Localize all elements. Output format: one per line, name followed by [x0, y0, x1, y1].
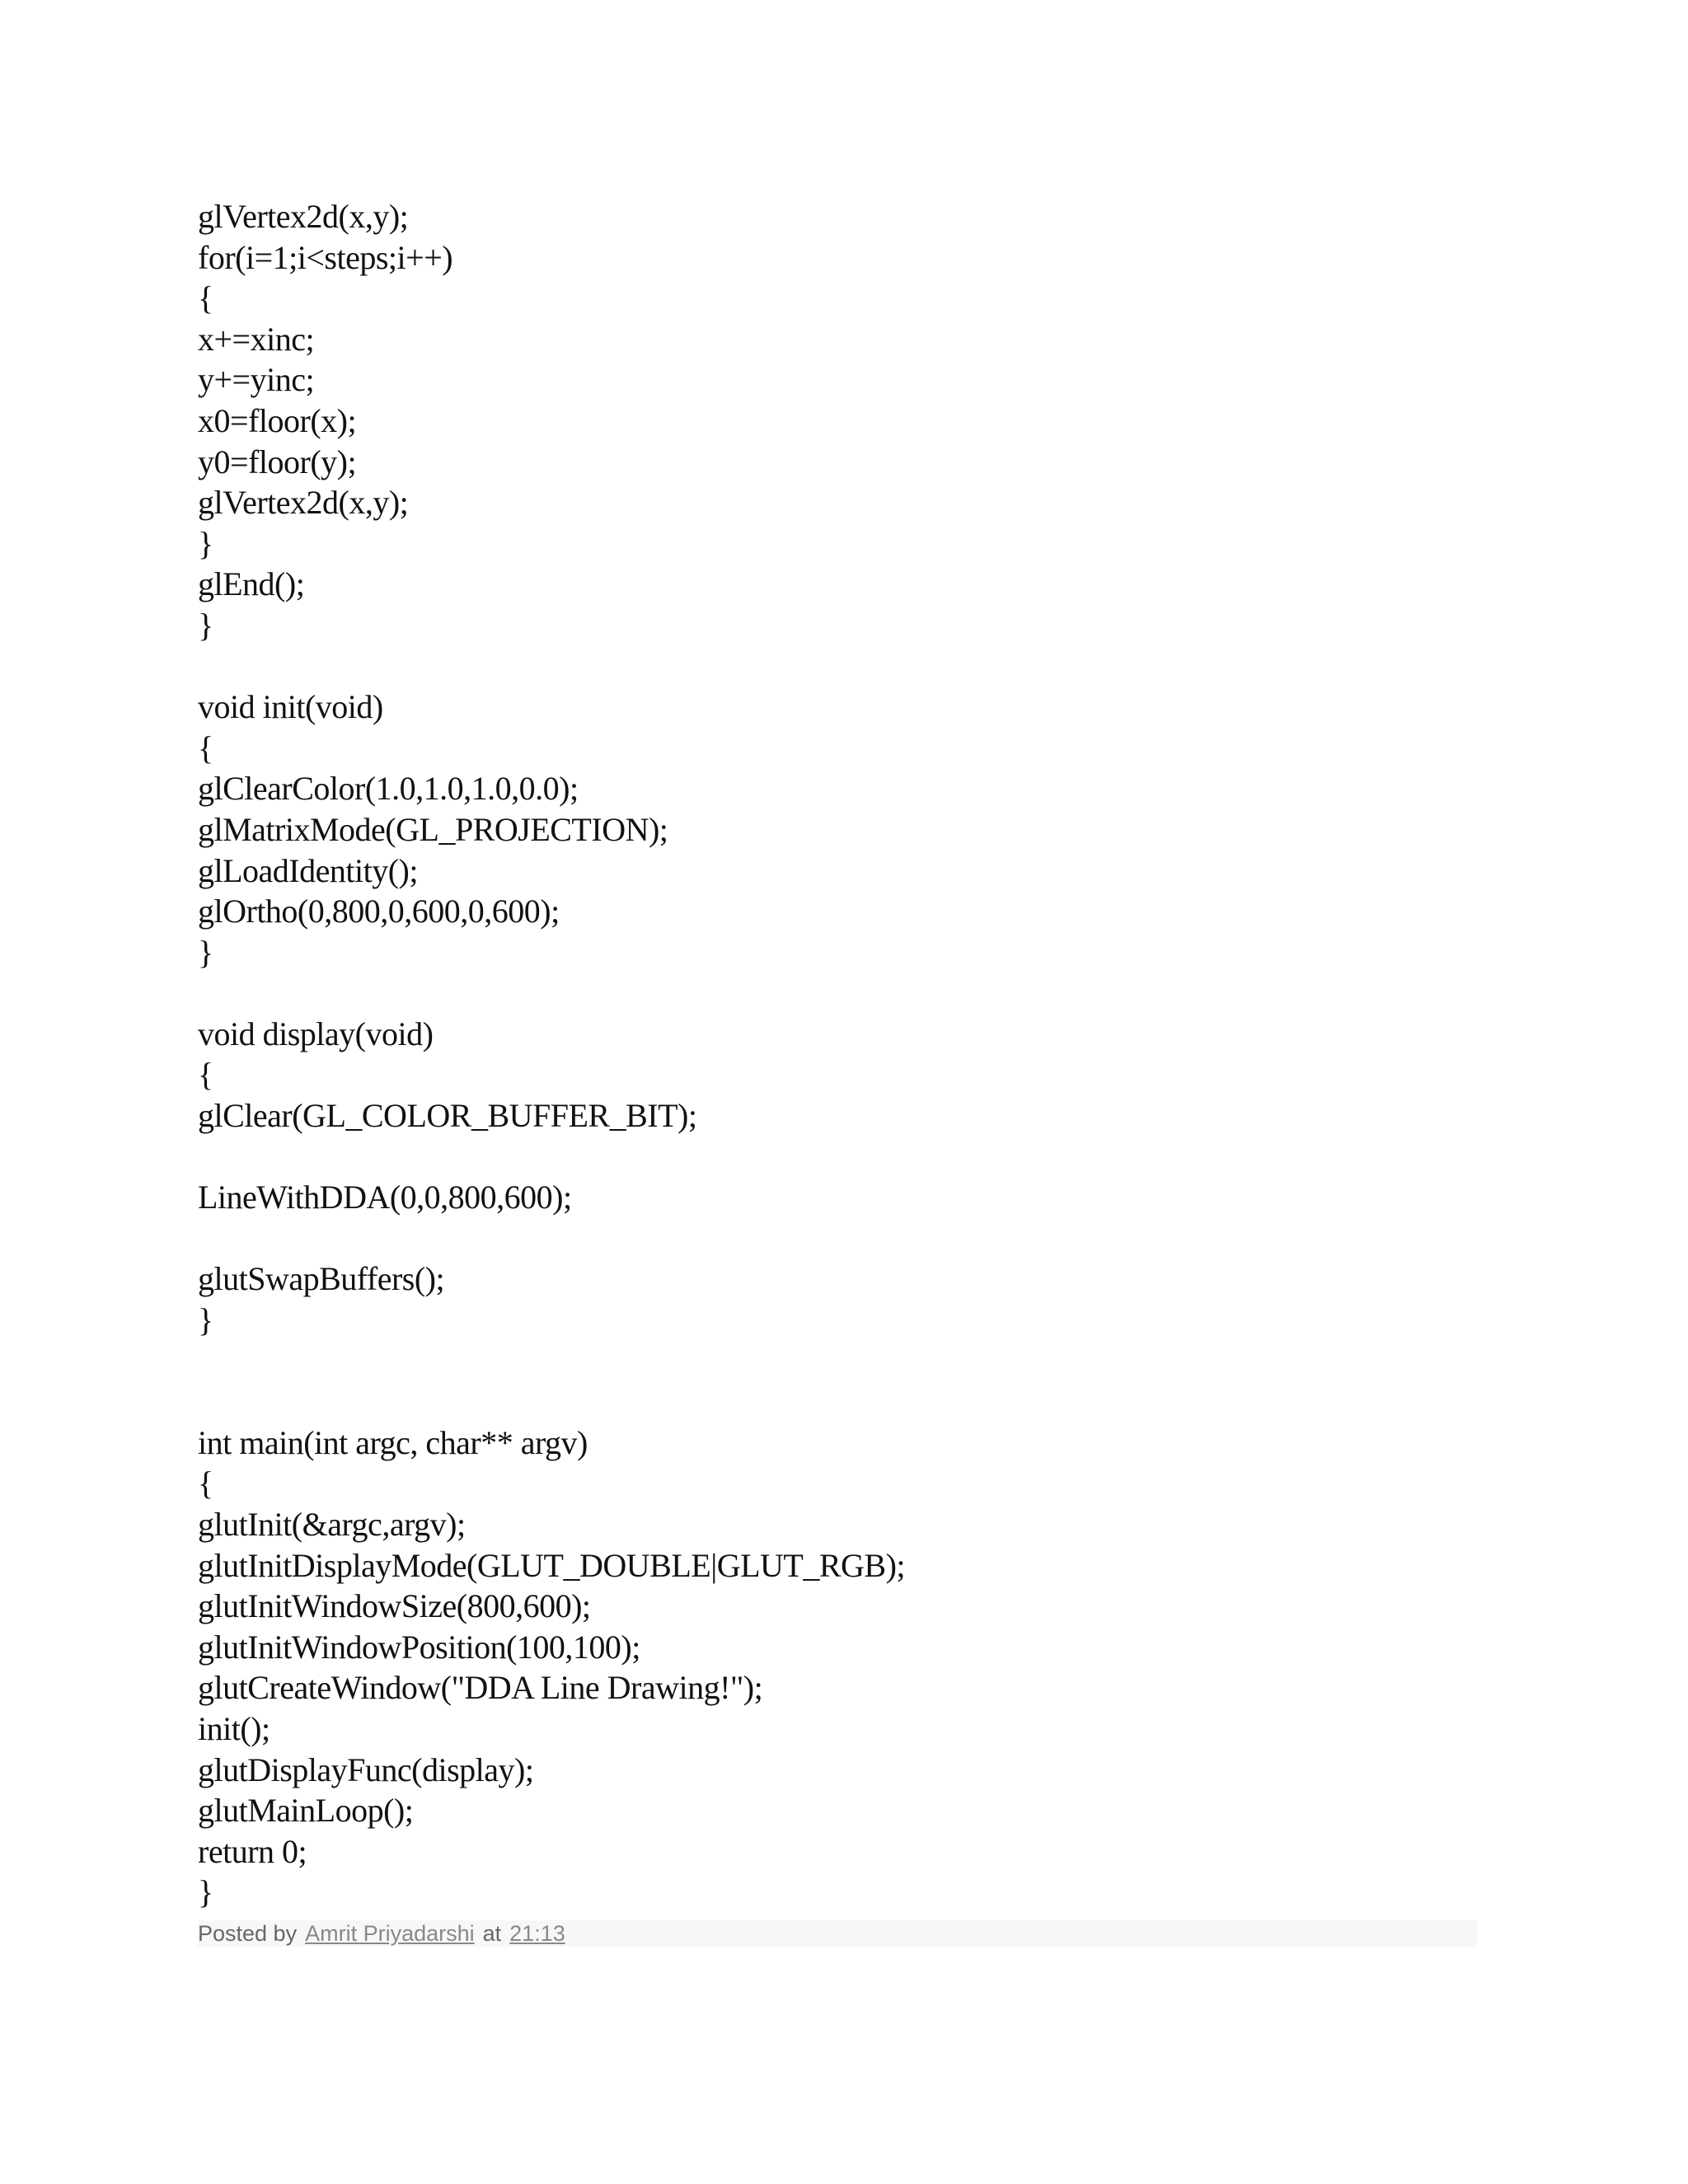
- code-line: [198, 1137, 905, 1178]
- timestamp-link[interactable]: 21:13: [509, 1921, 565, 1946]
- code-line: glMatrixMode(GL_PROJECTION);: [198, 810, 668, 848]
- code-line: glEnd();: [198, 565, 305, 603]
- code-line: glVertex2d(x,y);: [198, 484, 409, 522]
- code-line: for(i=1;i<steps;i++): [198, 238, 453, 276]
- code-line: y+=yinc;: [198, 361, 315, 399]
- code-line: {: [198, 279, 213, 317]
- code-line: glutSwapBuffers();: [198, 1260, 445, 1298]
- code-line: [198, 1381, 905, 1422]
- code-line: int main(int argc, char** argv): [198, 1423, 588, 1461]
- code-line: {: [198, 1056, 213, 1094]
- post-footer: [198, 1920, 1477, 1947]
- code-line: glOrtho(0,800,0,600,0,600);: [198, 893, 560, 930]
- code-line: x0=floor(x);: [198, 401, 357, 439]
- code-line: {: [198, 729, 213, 766]
- code-line: glutCreateWindow("DDA Line Drawing!");: [198, 1669, 763, 1707]
- code-line: return 0;: [198, 1832, 307, 1870]
- code-line: glutDisplayFunc(display);: [198, 1750, 534, 1788]
- code-line: }: [198, 1873, 213, 1911]
- code-line: glLoadIdentity();: [198, 851, 418, 889]
- code-line: [198, 1218, 905, 1259]
- code-line: }: [198, 606, 213, 644]
- code-line: void init(void): [198, 688, 383, 726]
- at-label: at: [482, 1921, 502, 1946]
- code-line: }: [198, 524, 213, 562]
- code-line: glutMainLoop();: [198, 1792, 414, 1830]
- code-line: glutInitWindowPosition(100,100);: [198, 1628, 640, 1666]
- code-line: glutInit(&argc,argv);: [198, 1506, 466, 1543]
- code-line: [198, 1341, 905, 1382]
- code-line: LineWithDDA(0,0,800,600);: [198, 1179, 572, 1216]
- code-line: void display(void): [198, 1015, 434, 1052]
- code-line: y0=floor(y);: [198, 443, 357, 480]
- code-line: }: [198, 1301, 213, 1339]
- author-link[interactable]: Amrit Priyadarshi: [305, 1921, 475, 1946]
- code-listing: [198, 196, 905, 1913]
- code-line: glClearColor(1.0,1.0,1.0,0.0);: [198, 770, 579, 808]
- code-line: glutInitDisplayMode(GLUT_DOUBLE|GLUT_RGB);: [198, 1546, 906, 1584]
- code-line: glClear(GL_COLOR_BUFFER_BIT);: [198, 1097, 697, 1135]
- code-line: init();: [198, 1709, 270, 1747]
- code-line: glVertex2d(x,y);: [198, 198, 409, 235]
- code-line: [198, 646, 905, 687]
- code-line: x+=xinc;: [198, 320, 315, 358]
- posted-by-label: Posted by: [198, 1921, 298, 1946]
- code-line: glutInitWindowSize(800,600);: [198, 1587, 591, 1625]
- code-line: {: [198, 1465, 213, 1502]
- code-line: }: [198, 933, 213, 971]
- code-line: [198, 972, 905, 1014]
